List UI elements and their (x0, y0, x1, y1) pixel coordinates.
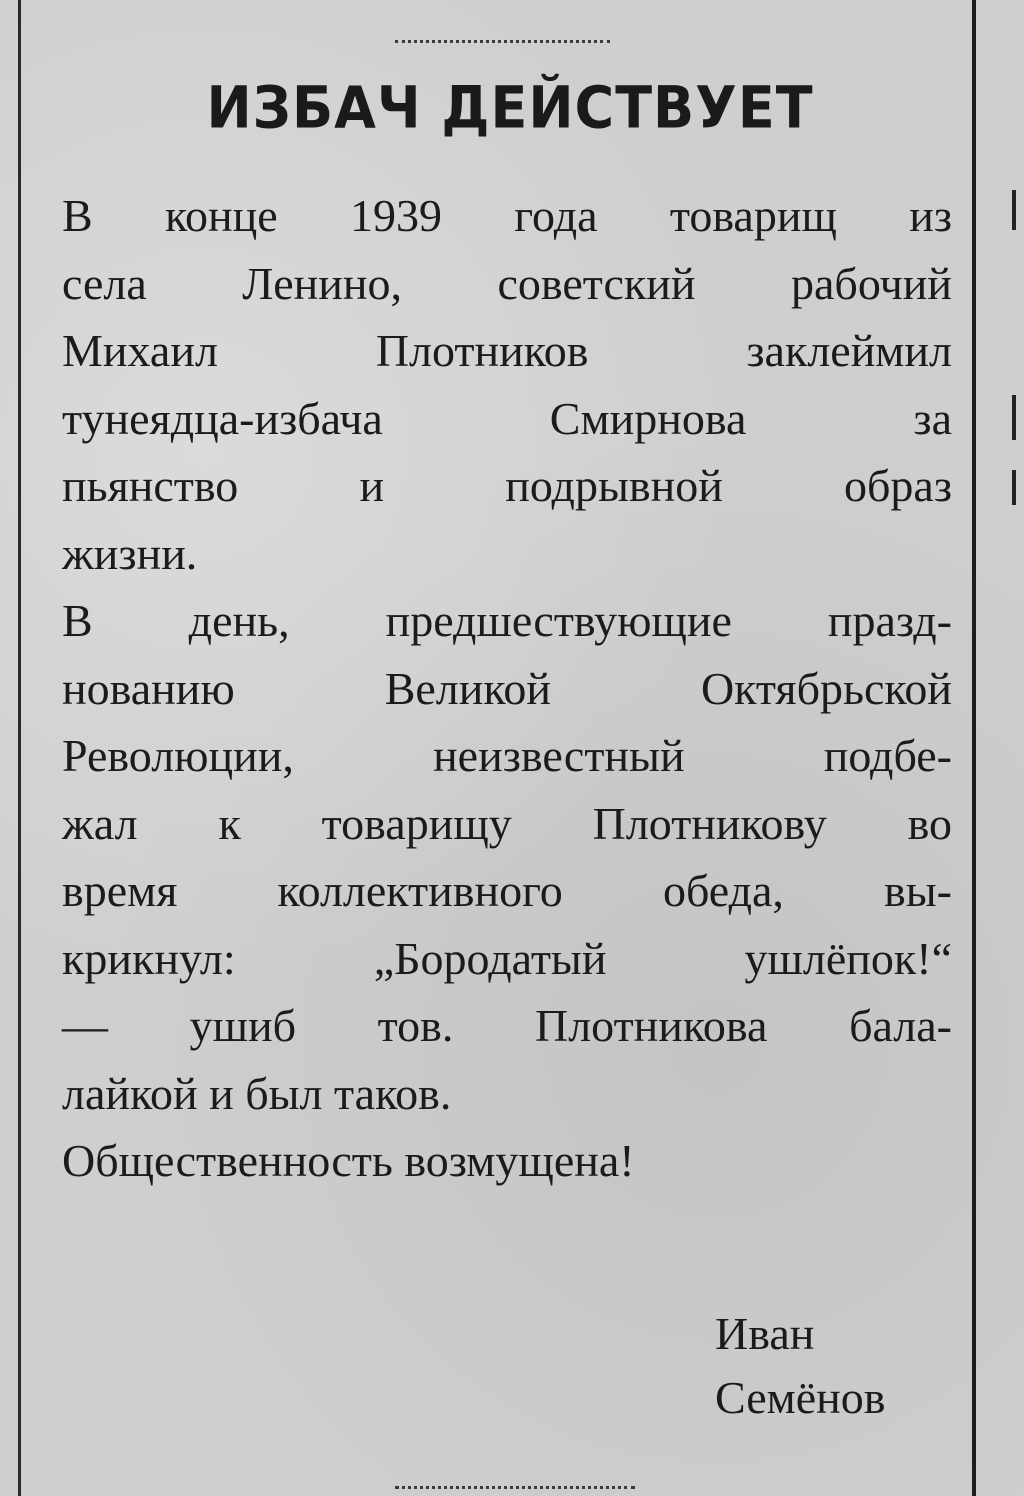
article-body (62, 182, 952, 1195)
paragraph-1 (62, 182, 952, 587)
author-first-name: Иван (715, 1308, 815, 1359)
edge-mark (1012, 190, 1016, 230)
text-line: Революции, неизвестный подбе- (62, 730, 952, 781)
text-line: лайкой и был таков. (62, 1067, 452, 1119)
text-line: время коллективного обеда, вы- (62, 865, 952, 916)
text-line: Общественность возмущена! (62, 1135, 635, 1186)
author-signature (715, 1302, 965, 1430)
headline: ИЗБАЧ ДЕЙСТВУЕТ (206, 73, 814, 142)
text-line: пьянство и подрывной образ (62, 460, 952, 511)
text-line: В день, предшествующие празд- (62, 595, 952, 646)
left-column-rule (18, 0, 21, 1496)
text-line: тунеядца-избача Смирнова за (62, 392, 952, 444)
right-column-rule (972, 0, 976, 1496)
bottom-dotted-separator (395, 1486, 635, 1489)
text-line: жизни. (62, 527, 198, 579)
top-dotted-separator (395, 40, 610, 43)
text-line: Михаил Плотников заклеймил (62, 325, 952, 376)
paragraph-3 (62, 1127, 952, 1195)
author-last-name: Семёнов (715, 1372, 886, 1423)
edge-mark (1012, 470, 1016, 505)
text-line: — ушиб тов. Плотникова бала- (62, 1000, 952, 1051)
text-line: жал к товарищу Плотникову во (62, 797, 952, 849)
paragraph-2 (62, 587, 952, 1127)
text-line: В конце 1939 года товарищ из (62, 190, 952, 241)
text-line: крикнул: „Бородатый ушлёпок!“ (62, 932, 952, 984)
edge-mark (1012, 395, 1016, 440)
text-line: села Ленино, советский рабочий (62, 257, 952, 309)
text-line: нованию Великой Октябрьской (62, 662, 952, 714)
